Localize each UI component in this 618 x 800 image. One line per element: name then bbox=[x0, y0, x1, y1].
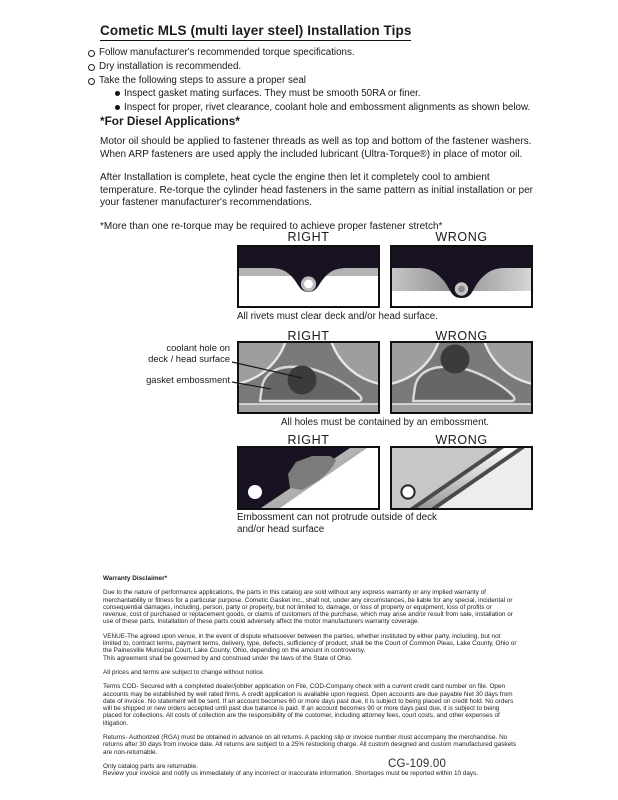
list-item bbox=[88, 74, 548, 88]
legal-paragraph: This agreement shall be governed by and construed under the laws of the State of Ohio. bbox=[103, 654, 353, 662]
diagram-deck-edge-right-panel bbox=[237, 446, 380, 510]
filled-bullet-icon bbox=[115, 105, 120, 110]
bullet-text: Inspect for proper, rivet clearance, coolant hole and embossment alignments as shown below. bbox=[124, 102, 531, 114]
legal-paragraph: Due to the nature of performance applications, the parts in this catalog are sold without any express warranty or any implied warranty of merchantability or fitness for a particular purpose. Cometic Gasket Inc., shall not, under any circumstances, be liable for any special, incidental or consequential damages, including, person, party or property, but not limited to, damage, or loss of property or equipment, loss of profits or revenue, cost of purchased or replacement goods, or claims of customers of the purchase, which may arise and/or result from sale, installation or use of these parts. Installation of these parts could adversely affect the motor manufacturers warranty coverage. bbox=[103, 589, 513, 626]
page-title: Cometic MLS (multi layer steel) Installation Tips bbox=[100, 23, 411, 41]
diagram-rivet-wrong-panel bbox=[390, 245, 533, 308]
legal-paragraph: Review your invoice and notify us immediately of any incorrect or inaccurate information. Shortages must be reported within 10 days. bbox=[103, 770, 479, 778]
filled-bullet-icon bbox=[115, 91, 120, 96]
hollow-bullet-icon bbox=[88, 50, 95, 57]
bullet-text: Dry installation is recommended. bbox=[99, 60, 242, 72]
bullet-text: Follow manufacturer's recommended torque specifications. bbox=[99, 47, 355, 58]
right-label: RIGHT bbox=[287, 433, 330, 447]
footer-code: CG-109.00 bbox=[388, 758, 447, 770]
hollow-bullet-icon bbox=[88, 78, 95, 85]
bolt-hole-icon bbox=[248, 485, 262, 499]
bolt-hole-icon bbox=[401, 485, 414, 498]
list-item bbox=[115, 87, 548, 101]
bullet-text: Inspect gasket mating surfaces. They must be smooth 50RA or finer. bbox=[124, 88, 421, 100]
legal-paragraph: Terms COD- Secured with a completed dealer/jobber application on File, COD-Company check with a current credit card number on file. Open accounts may be established by well rated firms. A credit application is available upon request. Open accounts are due payable Net 30 days from date of invoice. No statement will be sent. If an account becomes 60 or more days past due, it is subject to being placed on credit hold. No orders will be shipped or new orders accepted until past due balance is paid. If an account becomes 90 or more days past due, it is subject to being placed for collections. All costs of collection are the responsibility of the customer, including attorney fees, court costs, and other expenses of litigation. bbox=[103, 683, 514, 727]
legal-paragraph: Returns- Authorized (RGA) must be obtained in advance on all returns. A packing slip or invoice number must accompany the merchandise. No returns after 30 days from invoice date. All returns are subject to a 25% restocking charge. All custom designed and custom manufactured gaskets are non-returnable. bbox=[103, 734, 517, 756]
diesel-paragraph: Motor oil should be applied to fastener threads as well as top and bottom of the fastener washers. When ARP fasteners are used apply the included lubricant (Ultra-Torque®) in place of motor oil. bbox=[100, 136, 532, 160]
retorque-note: *More than one re-torque may be required to achieve proper fastener stretch* bbox=[100, 220, 443, 232]
tips-list bbox=[88, 46, 548, 115]
legal-paragraph: Only catalog parts are returnable. bbox=[103, 762, 198, 770]
wrong-label: WRONG bbox=[435, 329, 488, 343]
legal-paragraph: VENUE-The agreed upon venue, in the event of dispute whatsoever between the parties, whether instituted by either party, including, but not limited to, contract terms, payment terms, delivery, type, defects, sufficiency of product, shall be the Court of Common Pleas, Lake County, Ohio or the Painesville Municipal Court, Lake County, Ohio, depending on the amount in controversy. bbox=[103, 632, 517, 655]
diesel-paragraph: After Installation is complete, heat cycle the engine then let it completely cool to ambient temperature. Re-torque the cylinder head fasteners in the same pattern as initial installation or per your fastener manufacturer's recommendations. bbox=[100, 172, 534, 209]
legal-paragraph: All prices and terms are subject to change without notice. bbox=[103, 668, 265, 676]
diagram-embossment-wrong-panel bbox=[390, 341, 533, 414]
coolant-hole-icon bbox=[441, 345, 470, 374]
pair2-caption: All holes must be contained by an embossment. bbox=[280, 417, 490, 428]
gasket-embossment-annotation: gasket embossment bbox=[146, 374, 230, 385]
list-item bbox=[115, 101, 548, 115]
list-item bbox=[88, 60, 548, 74]
diagram-rivet-right-panel bbox=[237, 245, 380, 308]
diagram-embossment-right-panel bbox=[237, 341, 380, 414]
hollow-bullet-icon bbox=[88, 64, 95, 71]
right-label: RIGHT bbox=[287, 329, 330, 343]
diesel-section bbox=[100, 114, 544, 234]
coolant-hole-icon bbox=[288, 366, 317, 395]
legal-section bbox=[103, 575, 517, 785]
bullet-text: Take the following steps to assure a proper seal bbox=[99, 74, 306, 86]
list-item bbox=[88, 46, 548, 60]
pair3-caption: Embossment can not protrude outside of deck and/or head surface bbox=[237, 512, 437, 535]
wrong-label: WRONG bbox=[435, 433, 488, 447]
wrong-label: WRONG bbox=[435, 230, 488, 244]
coolant-hole-annotation: coolant hole on deck / head surface bbox=[148, 342, 230, 364]
diagram-deck-edge-wrong-panel bbox=[390, 446, 533, 510]
diesel-heading: *For Diesel Applications* bbox=[100, 114, 240, 128]
right-label: RIGHT bbox=[287, 230, 330, 244]
pair1-caption: All rivets must clear deck and/or head surface. bbox=[237, 311, 438, 322]
warranty-heading: Warranty Disclaimer* bbox=[103, 575, 168, 582]
